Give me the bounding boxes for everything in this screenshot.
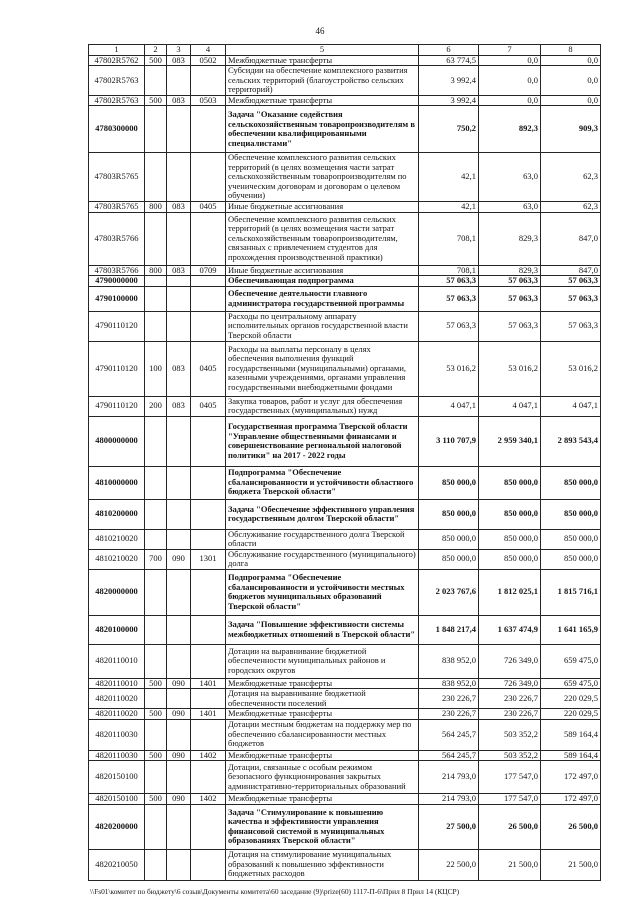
cell-code: 4820000000 <box>89 570 145 616</box>
cell-amount-col7: 230 226,7 <box>479 709 541 720</box>
cell-code: 47803R5765 <box>89 153 145 202</box>
cell-amount-col6: 2 023 767,6 <box>419 570 479 616</box>
cell-expense-type <box>145 213 167 266</box>
cell-expense-type <box>145 530 167 550</box>
cell-amount-col7: 21 500,0 <box>479 850 541 881</box>
cell-admin-code: 090 <box>167 794 191 805</box>
cell-description: Межбюджетные трансферты <box>226 709 419 720</box>
cell-expense-type <box>145 805 167 850</box>
cell-section-code <box>191 153 226 202</box>
column-number-header: 7 <box>479 45 541 56</box>
table-row <box>89 202 601 213</box>
cell-amount-col7: 726 349,0 <box>479 645 541 679</box>
cell-section-code: 0405 <box>191 202 226 213</box>
cell-description: Субсидии на обеспечение комплексного развития сельских территорий (благоустройство сельских территорий) <box>226 66 419 96</box>
cell-section-code <box>191 645 226 679</box>
cell-admin-code: 090 <box>167 550 191 570</box>
column-number-header: 6 <box>419 45 479 56</box>
table-row <box>89 153 601 202</box>
cell-amount-col8: 847,0 <box>541 266 601 277</box>
cell-amount-col8: 847,0 <box>541 213 601 266</box>
cell-amount-col8: 2 893 543,4 <box>541 417 601 467</box>
budget-table <box>88 44 601 881</box>
cell-amount-col7: 57 063,3 <box>479 312 541 342</box>
column-number-header: 4 <box>191 45 226 56</box>
cell-expense-type <box>145 761 167 794</box>
cell-code: 4790000000 <box>89 276 145 287</box>
cell-amount-col6: 3 992,4 <box>419 66 479 96</box>
cell-expense-type <box>145 287 167 312</box>
table-row <box>89 500 601 530</box>
cell-section-code: 0405 <box>191 397 226 417</box>
cell-section-code: 0405 <box>191 342 226 397</box>
cell-expense-type: 800 <box>145 266 167 277</box>
cell-description: Дотация на выравнивание бюджетной обеспеченности поселений <box>226 689 419 709</box>
cell-amount-col7: 829,3 <box>479 266 541 277</box>
cell-admin-code <box>167 530 191 550</box>
cell-expense-type: 500 <box>145 709 167 720</box>
table-body <box>89 56 601 881</box>
table-header-row <box>89 45 601 56</box>
cell-admin-code: 090 <box>167 709 191 720</box>
cell-expense-type <box>145 570 167 616</box>
cell-code: 47803R5766 <box>89 213 145 266</box>
cell-code: 47803R5765 <box>89 202 145 213</box>
cell-amount-col8: 589 164,4 <box>541 720 601 751</box>
cell-code: 4800000000 <box>89 417 145 467</box>
cell-amount-col8: 850 000,0 <box>541 530 601 550</box>
cell-expense-type: 700 <box>145 550 167 570</box>
cell-admin-code: 083 <box>167 202 191 213</box>
cell-expense-type: 500 <box>145 794 167 805</box>
table-row <box>89 66 601 96</box>
cell-code: 47802R5763 <box>89 66 145 96</box>
cell-description: Обслуживание государственного долга Тверской области <box>226 530 419 550</box>
cell-amount-col6: 57 063,3 <box>419 287 479 312</box>
cell-admin-code <box>167 153 191 202</box>
cell-amount-col7: 0,0 <box>479 66 541 96</box>
table-row <box>89 467 601 500</box>
cell-amount-col7: 177 547,0 <box>479 761 541 794</box>
cell-code: 4790110120 <box>89 312 145 342</box>
cell-amount-col7: 850 000,0 <box>479 550 541 570</box>
cell-amount-col8: 57 063,3 <box>541 312 601 342</box>
cell-amount-col8: 172 497,0 <box>541 794 601 805</box>
cell-admin-code <box>167 467 191 500</box>
cell-admin-code: 090 <box>167 679 191 690</box>
cell-amount-col6: 708,1 <box>419 213 479 266</box>
cell-section-code <box>191 616 226 645</box>
column-number-header: 8 <box>541 45 601 56</box>
cell-expense-type <box>145 106 167 153</box>
table-row <box>89 709 601 720</box>
cell-amount-col7: 0,0 <box>479 96 541 107</box>
table-row <box>89 417 601 467</box>
cell-section-code: 1402 <box>191 751 226 762</box>
cell-amount-col6: 750,2 <box>419 106 479 153</box>
cell-admin-code <box>167 570 191 616</box>
cell-amount-col7: 2 959 340,1 <box>479 417 541 467</box>
cell-section-code: 0709 <box>191 266 226 277</box>
cell-section-code <box>191 720 226 751</box>
cell-amount-col7: 0,0 <box>479 56 541 67</box>
table-row <box>89 805 601 850</box>
cell-code: 4790100000 <box>89 287 145 312</box>
cell-expense-type <box>145 312 167 342</box>
cell-amount-col7: 829,3 <box>479 213 541 266</box>
cell-amount-col6: 22 500,0 <box>419 850 479 881</box>
page-number: 46 <box>315 26 325 36</box>
cell-amount-col7: 26 500,0 <box>479 805 541 850</box>
cell-expense-type <box>145 417 167 467</box>
cell-expense-type: 200 <box>145 397 167 417</box>
cell-code: 4790110120 <box>89 342 145 397</box>
cell-amount-col6: 838 952,0 <box>419 679 479 690</box>
cell-amount-col8: 850 000,0 <box>541 550 601 570</box>
cell-amount-col7: 850 000,0 <box>479 500 541 530</box>
cell-amount-col7: 503 352,2 <box>479 751 541 762</box>
cell-admin-code <box>167 500 191 530</box>
cell-admin-code <box>167 616 191 645</box>
cell-admin-code <box>167 645 191 679</box>
cell-expense-type <box>145 689 167 709</box>
cell-section-code <box>191 312 226 342</box>
cell-code: 4820110030 <box>89 720 145 751</box>
cell-expense-type <box>145 720 167 751</box>
cell-amount-col8: 220 029,5 <box>541 709 601 720</box>
table-row <box>89 761 601 794</box>
cell-amount-col6: 850 000,0 <box>419 467 479 500</box>
cell-section-code <box>191 805 226 850</box>
cell-code: 47802R5763 <box>89 96 145 107</box>
cell-description: Межбюджетные трансферты <box>226 794 419 805</box>
cell-expense-type <box>145 153 167 202</box>
cell-amount-col7: 1 637 474,9 <box>479 616 541 645</box>
cell-amount-col8: 0,0 <box>541 96 601 107</box>
cell-amount-col6: 27 500,0 <box>419 805 479 850</box>
cell-section-code <box>191 689 226 709</box>
table-row <box>89 287 601 312</box>
cell-section-code <box>191 276 226 287</box>
cell-amount-col7: 850 000,0 <box>479 530 541 550</box>
cell-amount-col6: 3 992,4 <box>419 96 479 107</box>
table-row <box>89 616 601 645</box>
cell-amount-col6: 1 848 217,4 <box>419 616 479 645</box>
cell-code: 4780300000 <box>89 106 145 153</box>
cell-amount-col6: 230 226,7 <box>419 689 479 709</box>
cell-amount-col6: 850 000,0 <box>419 500 479 530</box>
cell-section-code: 0502 <box>191 56 226 67</box>
cell-code: 4810200000 <box>89 500 145 530</box>
cell-amount-col6: 838 952,0 <box>419 645 479 679</box>
cell-description: Подпрограмма "Обеспечение сбалансированности и устойчивости местных бюджетов муниципальных образований Тверской области" <box>226 570 419 616</box>
cell-description: Иные бюджетные ассигнования <box>226 266 419 277</box>
cell-amount-col7: 503 352,2 <box>479 720 541 751</box>
cell-code: 4820210050 <box>89 850 145 881</box>
cell-code: 4820110010 <box>89 679 145 690</box>
table-row <box>89 276 601 287</box>
cell-code: 4810210020 <box>89 550 145 570</box>
cell-admin-code <box>167 213 191 266</box>
cell-amount-col8: 26 500,0 <box>541 805 601 850</box>
cell-amount-col7: 57 063,3 <box>479 287 541 312</box>
cell-description: Подпрограмма "Обеспечение сбалансированности и устойчивости областного бюджета Тверской области" <box>226 467 419 500</box>
cell-expense-type <box>145 500 167 530</box>
cell-amount-col6: 850 000,0 <box>419 530 479 550</box>
cell-section-code <box>191 530 226 550</box>
cell-expense-type <box>145 616 167 645</box>
cell-amount-col8: 589 164,4 <box>541 751 601 762</box>
cell-description: Иные бюджетные ассигнования <box>226 202 419 213</box>
cell-amount-col6: 53 016,2 <box>419 342 479 397</box>
table-row <box>89 530 601 550</box>
cell-admin-code <box>167 850 191 881</box>
cell-code: 47802R5762 <box>89 56 145 67</box>
cell-section-code <box>191 761 226 794</box>
cell-amount-col6: 57 063,3 <box>419 312 479 342</box>
cell-amount-col8: 1 641 165,9 <box>541 616 601 645</box>
cell-section-code <box>191 467 226 500</box>
cell-amount-col6: 57 063,3 <box>419 276 479 287</box>
cell-admin-code <box>167 720 191 751</box>
table-row <box>89 96 601 107</box>
cell-amount-col8: 62,3 <box>541 153 601 202</box>
cell-expense-type: 500 <box>145 96 167 107</box>
cell-description: Дотации на выравнивание бюджетной обеспеченности муниципальных районов и городских округов <box>226 645 419 679</box>
cell-description: Обеспечение деятельности главного администратора государственной программы <box>226 287 419 312</box>
cell-admin-code <box>167 689 191 709</box>
column-number-header: 1 <box>89 45 145 56</box>
cell-amount-col8: 172 497,0 <box>541 761 601 794</box>
cell-description: Обеспечивающая подпрограмма <box>226 276 419 287</box>
cell-admin-code <box>167 761 191 794</box>
cell-description: Межбюджетные трансферты <box>226 56 419 67</box>
cell-admin-code: 083 <box>167 397 191 417</box>
cell-code: 4820150100 <box>89 761 145 794</box>
cell-section-code: 1301 <box>191 550 226 570</box>
column-number-header: 3 <box>167 45 191 56</box>
table-row <box>89 645 601 679</box>
cell-admin-code <box>167 66 191 96</box>
cell-code: 4810000000 <box>89 467 145 500</box>
cell-section-code <box>191 106 226 153</box>
cell-section-code <box>191 213 226 266</box>
table-row <box>89 720 601 751</box>
cell-section-code <box>191 66 226 96</box>
cell-section-code: 1402 <box>191 794 226 805</box>
cell-description: Дотации местным бюджетам на поддержку мер по обеспечению сбалансированности местных бюджетов <box>226 720 419 751</box>
cell-amount-col8: 659 475,0 <box>541 645 601 679</box>
table-row <box>89 213 601 266</box>
column-number-header: 5 <box>226 45 419 56</box>
cell-description: Закупка товаров, работ и услуг для обеспечения государственных (муниципальных) нужд <box>226 397 419 417</box>
cell-section-code: 1401 <box>191 679 226 690</box>
cell-amount-col8: 850 000,0 <box>541 467 601 500</box>
cell-code: 4820110030 <box>89 751 145 762</box>
cell-description: Расходы по центральному аппарату исполнительных органов государственной власти Тверской области <box>226 312 419 342</box>
cell-description: Дотации, связанные с особым режимом безопасного функционирования закрытых административно-территориальных образований <box>226 761 419 794</box>
cell-amount-col8: 220 029,5 <box>541 689 601 709</box>
cell-amount-col7: 230 226,7 <box>479 689 541 709</box>
cell-expense-type <box>145 276 167 287</box>
cell-amount-col8: 57 063,3 <box>541 287 601 312</box>
cell-admin-code: 083 <box>167 266 191 277</box>
cell-expense-type: 500 <box>145 751 167 762</box>
cell-amount-col6: 850 000,0 <box>419 550 479 570</box>
cell-code: 4820200000 <box>89 805 145 850</box>
cell-amount-col6: 214 793,0 <box>419 761 479 794</box>
cell-amount-col6: 564 245,7 <box>419 720 479 751</box>
cell-code: 4820110020 <box>89 689 145 709</box>
cell-section-code <box>191 850 226 881</box>
cell-description: Межбюджетные трансферты <box>226 751 419 762</box>
cell-description: Обеспечение комплексного развития сельских территорий (в целях возмещения части затрат сельскохозяйственным товаропроизводителям по ученическим договорам и договорам о целевом обучении) <box>226 153 419 202</box>
cell-amount-col8: 909,3 <box>541 106 601 153</box>
cell-section-code <box>191 417 226 467</box>
cell-amount-col7: 177 547,0 <box>479 794 541 805</box>
cell-expense-type <box>145 467 167 500</box>
cell-amount-col6: 564 245,7 <box>419 751 479 762</box>
column-number-header: 2 <box>145 45 167 56</box>
cell-admin-code: 083 <box>167 56 191 67</box>
cell-expense-type <box>145 645 167 679</box>
cell-amount-col8: 57 063,3 <box>541 276 601 287</box>
table-row <box>89 794 601 805</box>
table-row <box>89 342 601 397</box>
cell-amount-col8: 1 815 716,1 <box>541 570 601 616</box>
footer-file-path: \\Fs01\комитет по бюджету\6 созыв\Документы комитета\60 заседание (9)\prize(60) 1117-П-6\Прил 8 Прил 14 (КЦСР) <box>90 887 460 896</box>
cell-amount-col7: 53 016,2 <box>479 342 541 397</box>
cell-section-code: 0503 <box>191 96 226 107</box>
cell-amount-col7: 57 063,3 <box>479 276 541 287</box>
cell-expense-type: 100 <box>145 342 167 397</box>
cell-code: 4820150100 <box>89 794 145 805</box>
cell-amount-col6: 42,1 <box>419 153 479 202</box>
cell-expense-type <box>145 850 167 881</box>
cell-amount-col8: 0,0 <box>541 56 601 67</box>
cell-amount-col6: 214 793,0 <box>419 794 479 805</box>
cell-code: 4820110020 <box>89 709 145 720</box>
cell-description: Задача "Обеспечение эффективного управления государственным долгом Тверской области" <box>226 500 419 530</box>
cell-amount-col6: 708,1 <box>419 266 479 277</box>
cell-description: Обеспечение комплексного развития сельских территорий (в целях возмещения части затрат сельскохозяйственным товаропроизводителям, связанных с привлечением студентов для прохождения производственной практики) <box>226 213 419 266</box>
table-row <box>89 570 601 616</box>
cell-description: Задача "Стимулирование к повышению качества и эффективности управления финансовой системой в муниципальных образованиях Тверской области" <box>226 805 419 850</box>
cell-section-code <box>191 287 226 312</box>
cell-amount-col8: 53 016,2 <box>541 342 601 397</box>
cell-amount-col8: 21 500,0 <box>541 850 601 881</box>
cell-admin-code <box>167 276 191 287</box>
cell-amount-col8: 4 047,1 <box>541 397 601 417</box>
cell-amount-col8: 62,3 <box>541 202 601 213</box>
cell-section-code <box>191 500 226 530</box>
cell-admin-code <box>167 312 191 342</box>
cell-amount-col7: 4 047,1 <box>479 397 541 417</box>
cell-section-code <box>191 570 226 616</box>
cell-admin-code: 083 <box>167 96 191 107</box>
cell-amount-col8: 659 475,0 <box>541 679 601 690</box>
cell-admin-code <box>167 106 191 153</box>
cell-amount-col6: 42,1 <box>419 202 479 213</box>
cell-section-code: 1401 <box>191 709 226 720</box>
cell-amount-col8: 850 000,0 <box>541 500 601 530</box>
cell-amount-col7: 63,0 <box>479 153 541 202</box>
cell-amount-col7: 850 000,0 <box>479 467 541 500</box>
cell-amount-col6: 63 774,5 <box>419 56 479 67</box>
cell-expense-type <box>145 66 167 96</box>
cell-admin-code <box>167 805 191 850</box>
table-row <box>89 751 601 762</box>
table-row <box>89 312 601 342</box>
table-row <box>89 106 601 153</box>
cell-code: 47803R5766 <box>89 266 145 277</box>
cell-description: Задача "Повышение эффективности системы межбюджетных отношений в Тверской области" <box>226 616 419 645</box>
cell-admin-code: 083 <box>167 342 191 397</box>
cell-code: 4810210020 <box>89 530 145 550</box>
cell-amount-col8: 0,0 <box>541 66 601 96</box>
cell-description: Дотация на стимулирование муниципальных образований к повышению эффективности бюджетных расходов <box>226 850 419 881</box>
cell-expense-type: 500 <box>145 56 167 67</box>
cell-description: Межбюджетные трансферты <box>226 679 419 690</box>
cell-expense-type: 800 <box>145 202 167 213</box>
cell-code: 4790110120 <box>89 397 145 417</box>
cell-amount-col7: 63,0 <box>479 202 541 213</box>
cell-amount-col7: 1 812 025,1 <box>479 570 541 616</box>
table-row <box>89 397 601 417</box>
cell-description: Межбюджетные трансферты <box>226 96 419 107</box>
cell-amount-col7: 892,3 <box>479 106 541 153</box>
table-row <box>89 550 601 570</box>
cell-admin-code <box>167 287 191 312</box>
cell-expense-type: 500 <box>145 679 167 690</box>
cell-code: 4820100000 <box>89 616 145 645</box>
cell-description: Задача "Оказание содействия сельскохозяйственным товаропроизводителям в обеспечении квалифицированными специалистами" <box>226 106 419 153</box>
cell-description: Обслуживание государственного (муниципального) долга <box>226 550 419 570</box>
cell-amount-col6: 3 110 707,9 <box>419 417 479 467</box>
cell-code: 4820110010 <box>89 645 145 679</box>
cell-amount-col6: 230 226,7 <box>419 709 479 720</box>
table-row <box>89 689 601 709</box>
cell-description: Государственная программа Тверской области "Управление общественными финансами и совершенствование региональной налоговой политики" на 2017 - 2022 годы <box>226 417 419 467</box>
table-row <box>89 850 601 881</box>
cell-amount-col6: 4 047,1 <box>419 397 479 417</box>
cell-description: Расходы на выплаты персоналу в целях обеспечения выполнения функций государственными (муниципальными) органами, казенными учреждениями, органами управления государственными внебюджетными фондами <box>226 342 419 397</box>
cell-admin-code: 090 <box>167 751 191 762</box>
cell-admin-code <box>167 417 191 467</box>
cell-amount-col7: 726 349,0 <box>479 679 541 690</box>
